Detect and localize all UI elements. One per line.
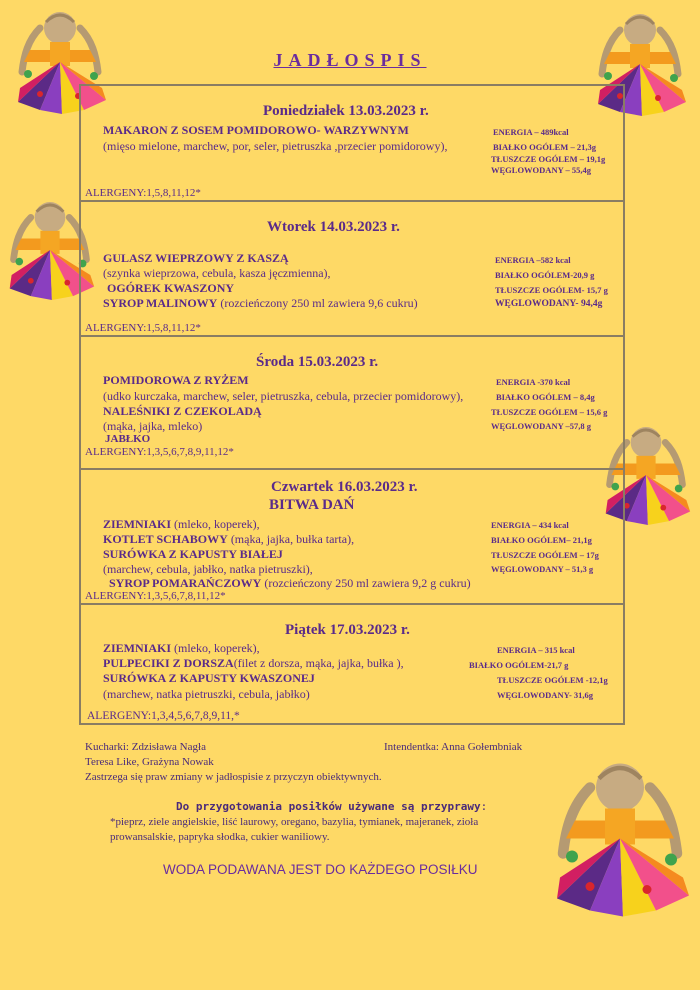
dish-line: NALEŚNIKI Z CZEKOLADĄ <box>103 404 262 418</box>
spices-list: *pieprz, ziele angielskie, liść laurowy, oregano, bazylia, tymianek, majeranek, zioła <box>110 816 479 828</box>
nutrition-carbs: WĘGLOWODANY – 55,4g <box>491 165 592 175</box>
dish-line: MAKARON Z SOSEM POMIDOROWO- WARZYWNYM <box>103 123 409 137</box>
page-title: JADŁOSPIS <box>273 50 427 70</box>
dish-line: JABŁKO <box>105 433 151 445</box>
day-section-thursday <box>79 468 625 605</box>
nutrition-energy: ENERGIA -370 kcal <box>496 377 571 387</box>
dish-line: POMIDOROWA Z RYŻEM <box>103 373 249 387</box>
nutrition-fat: TŁUSZCZE OGÓLEM -12,1g <box>497 675 608 685</box>
nutrition-energy: ENERGIA – 489kcal <box>493 127 569 137</box>
dish-line: (marchew, cebula, jabłko, natka pietruszki), <box>103 562 313 576</box>
allergens: ALERGENY:1,3,4,5,6,7,8,9,11,* <box>87 710 240 722</box>
allergens: ALERGENY:1,5,8,11,12* <box>85 187 201 199</box>
dish-line: ZIEMNIAKI (mleko, koperek), <box>103 517 260 531</box>
nutrition-carbs: WĘGLOWODANY- 31,6g <box>497 690 594 700</box>
day-section-monday <box>79 84 625 202</box>
allergens: ALERGENY:1,3,5,6,7,8,9,11,12* <box>85 446 234 458</box>
nutrition-fat: TŁUSZCZE OGÓLEM- 15,7 g <box>495 285 608 295</box>
intendent-line: Intendentka: Anna Gołembniak <box>384 741 523 753</box>
dish-line: SYROP MALINOWY (rozcieńczony 250 ml zawiera 9,6 cukru) <box>103 296 418 310</box>
day-section-wednesday <box>79 335 625 470</box>
nutrition-carbs: WĘGLOWODANY – 51,3 g <box>491 564 594 574</box>
allergens: ALERGENY:1,5,8,11,12* <box>85 322 201 334</box>
dish-line: KOTLET SCHABOWY (mąka, jajka, bułka tarta), <box>103 532 355 546</box>
nutrition-protein: BIAŁKO OGÓLEM-20,9 g <box>495 270 595 280</box>
dish-line: OGÓREK KWASZONY <box>107 281 235 295</box>
dish-line: ZIEMNIAKI (mleko, koperek), <box>103 641 260 655</box>
dish-line: GULASZ WIEPRZOWY Z KASZĄ <box>103 251 289 265</box>
dish-line: SURÓWKA Z KAPUSTY KWASZONEJ <box>103 671 315 685</box>
spices-title: Do przygotowania posiłków używane są przyprawy: <box>176 800 488 813</box>
nutrition-energy: ENERGIA – 434 kcal <box>491 520 569 530</box>
water-notice: WODA PODAWANA JEST DO KAŻDEGO POSIŁKU <box>163 862 478 877</box>
nutrition-fat: TŁUSZCZE OGÓLEM – 19,1g <box>491 154 606 164</box>
day-section-tuesday <box>79 200 625 337</box>
dish-line: SYROP POMARAŃCZOWY (rozcieńczony 250 ml zawiera 9,2 g cukru) <box>109 576 471 590</box>
dish-line: (marchew, natka pietruszki, cebula, jabłko) <box>103 687 310 701</box>
dish-line: (mięso mielone, marchew, por, seler, pietruszka ,przecier pomidorowy), <box>103 139 448 153</box>
day-header: Czwartek 16.03.2023 r. <box>271 479 418 495</box>
day-section-friday <box>79 603 625 725</box>
dish-line: (szynka wieprzowa, cebula, kasza jęczmienna), <box>103 266 331 280</box>
nutrition-fat: TŁUSZCZE OGÓLEM – 15,6 g <box>491 407 608 417</box>
spices-list: prowansalskie, papryka słodka, cukier waniliowy. <box>110 831 330 843</box>
day-header: Środa 15.03.2023 r. <box>256 354 379 370</box>
nutrition-protein: BIAŁKO OGÓLEM – 21,3g <box>493 142 596 152</box>
day-header: Piątek 17.03.2023 r. <box>285 622 410 638</box>
reservation-note: Zastrzega się praw zmiany w jadłospisie z przyczyn obiektywnych. <box>85 771 382 783</box>
nutrition-protein: BIAŁKO OGÓLEM-21,7 g <box>469 660 569 670</box>
dish-line: PULPECIKI Z DORSZA(filet z dorsza, mąka, jajka, bułka ), <box>103 656 404 670</box>
dish-line: (mąka, jajka, mleko) <box>103 419 203 433</box>
allergens: ALERGENY:1,3,5,6,7,8,11,12* <box>85 590 226 602</box>
day-header: Wtorek 14.03.2023 r. <box>267 219 400 235</box>
nutrition-fat: TŁUSZCZE OGÓLEM – 17g <box>491 550 599 560</box>
cooks-line: Kucharki: Zdzisława Nagła <box>85 741 206 753</box>
nutrition-energy: ENERGIA –582 kcal <box>495 255 571 265</box>
nutrition-carbs: WĘGLOWODANY –57,8 g <box>491 421 592 431</box>
cooks-line: Teresa Like, Grażyna Nowak <box>85 756 214 768</box>
nutrition-protein: BIAŁKO OGÓLEM– 21,1g <box>491 535 592 545</box>
nutrition-energy: ENERGIA – 315 kcal <box>497 645 575 655</box>
nutrition-carbs: WĘGLOWODANY- 94,4g <box>495 299 603 309</box>
nutrition-protein: BIAŁKO OGÓLEM – 8,4g <box>496 392 595 402</box>
day-header: Poniedziałek 13.03.2023 r. <box>263 103 429 119</box>
dish-line: (udko kurczaka, marchew, seler, pietruszka, cebula, przecier pomidorowy), <box>103 389 464 403</box>
dish-line: SURÓWKA Z KAPUSTY BIAŁEJ <box>103 547 283 561</box>
day-subheader: BITWA DAŃ <box>269 497 355 513</box>
straw-doll-decoration <box>545 760 695 920</box>
